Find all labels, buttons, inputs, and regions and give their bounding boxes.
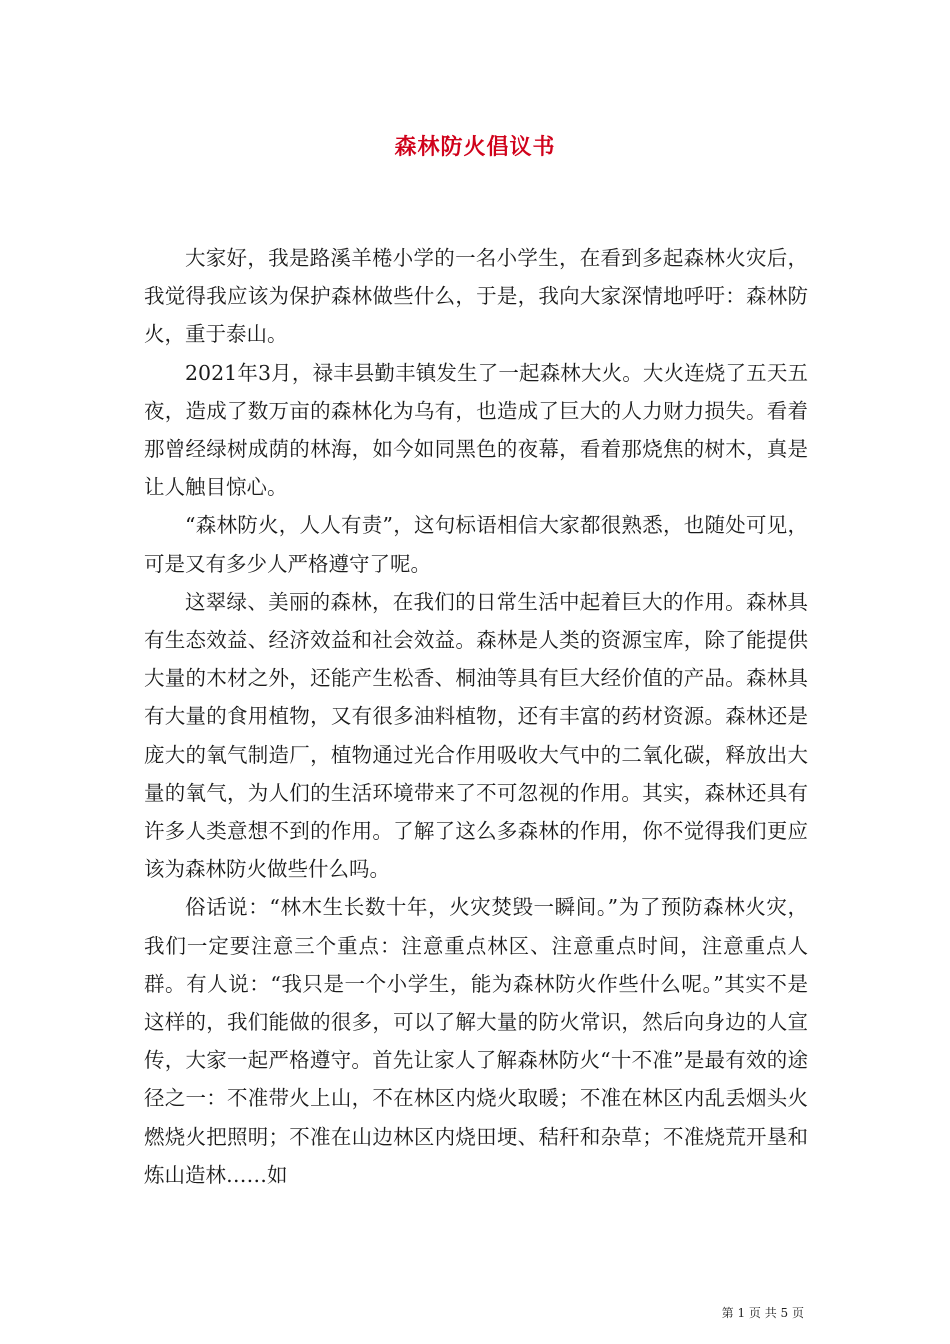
paragraph-5: 俗话说：“林木生长数十年，火灾焚毁一瞬间。”为了预防森林火灾，我们一定要注意三个重点：注意重点林区、注意重点时间，注意重点人群。有人说：“我只是一个小学生，能为森林防火作些什么呢。”其实不是这样的，我们能做的很多，可以了解大量的防火常识，然后向身边的人宣传，大家一起严格遵守。首先让家人了解森林防火“十不准”是最有效的途径之一：不准带火上山，不在林区内烧火取暖；不准在林区内乱丢烟头火燃烧火把照明；不准在山边林区内烧田埂、秸秆和杂草；不准烧荒开垦和炼山造林……如 (144, 895, 808, 1187)
paragraph-1: 大家好，我是路溪羊棬小学的一名小学生，在看到多起森林火灾后，我觉得我应该为保护森林做些什么，于是，我向大家深情地呼吁：森林防火，重于泰山。 (144, 246, 808, 347)
paragraph-2: 2021年3月，禄丰县勤丰镇发生了一起森林大火。大火连烧了五天五夜，造成了数万亩的森林化为乌有，也造成了巨大的人力财力损失。看着那曾经绿树成荫的林海，如今如同黑色的夜幕，看着那烧焦的树木，真是让人触目惊心。 (144, 360, 808, 500)
document-title: 森林防火倡议书 (394, 135, 556, 160)
paragraph-3: “森林防火，人人有责”，这句标语相信大家都很熟悉，也随处可见，可是又有多少人严格遵守了呢。 (144, 513, 808, 576)
document-body (144, 239, 808, 1194)
page-number-footer: 第 1 页 共 5 页 (721, 1306, 804, 1320)
paragraph-4: 这翠绿、美丽的森林，在我们的日常生活中起着巨大的作用。森林具有生态效益、经济效益和社会效益。森林是人类的资源宝库，除了能提供大量的木材之外，还能产生松香、桐油等具有巨大经价值的产品。森林具有大量的食用植物，又有很多油料植物，还有丰富的药材资源。森林还是庞大的氧气制造厂，植物通过光合作用吸收大气中的二氧化碳，释放出大量的氧气，为人们的生活环境带来了不可忽视的作用。其实，森林还具有许多人类意想不到的作用。了解了这么多森林的作用，你不觉得我们更应该为森林防火做些什么吗。 (144, 589, 808, 882)
